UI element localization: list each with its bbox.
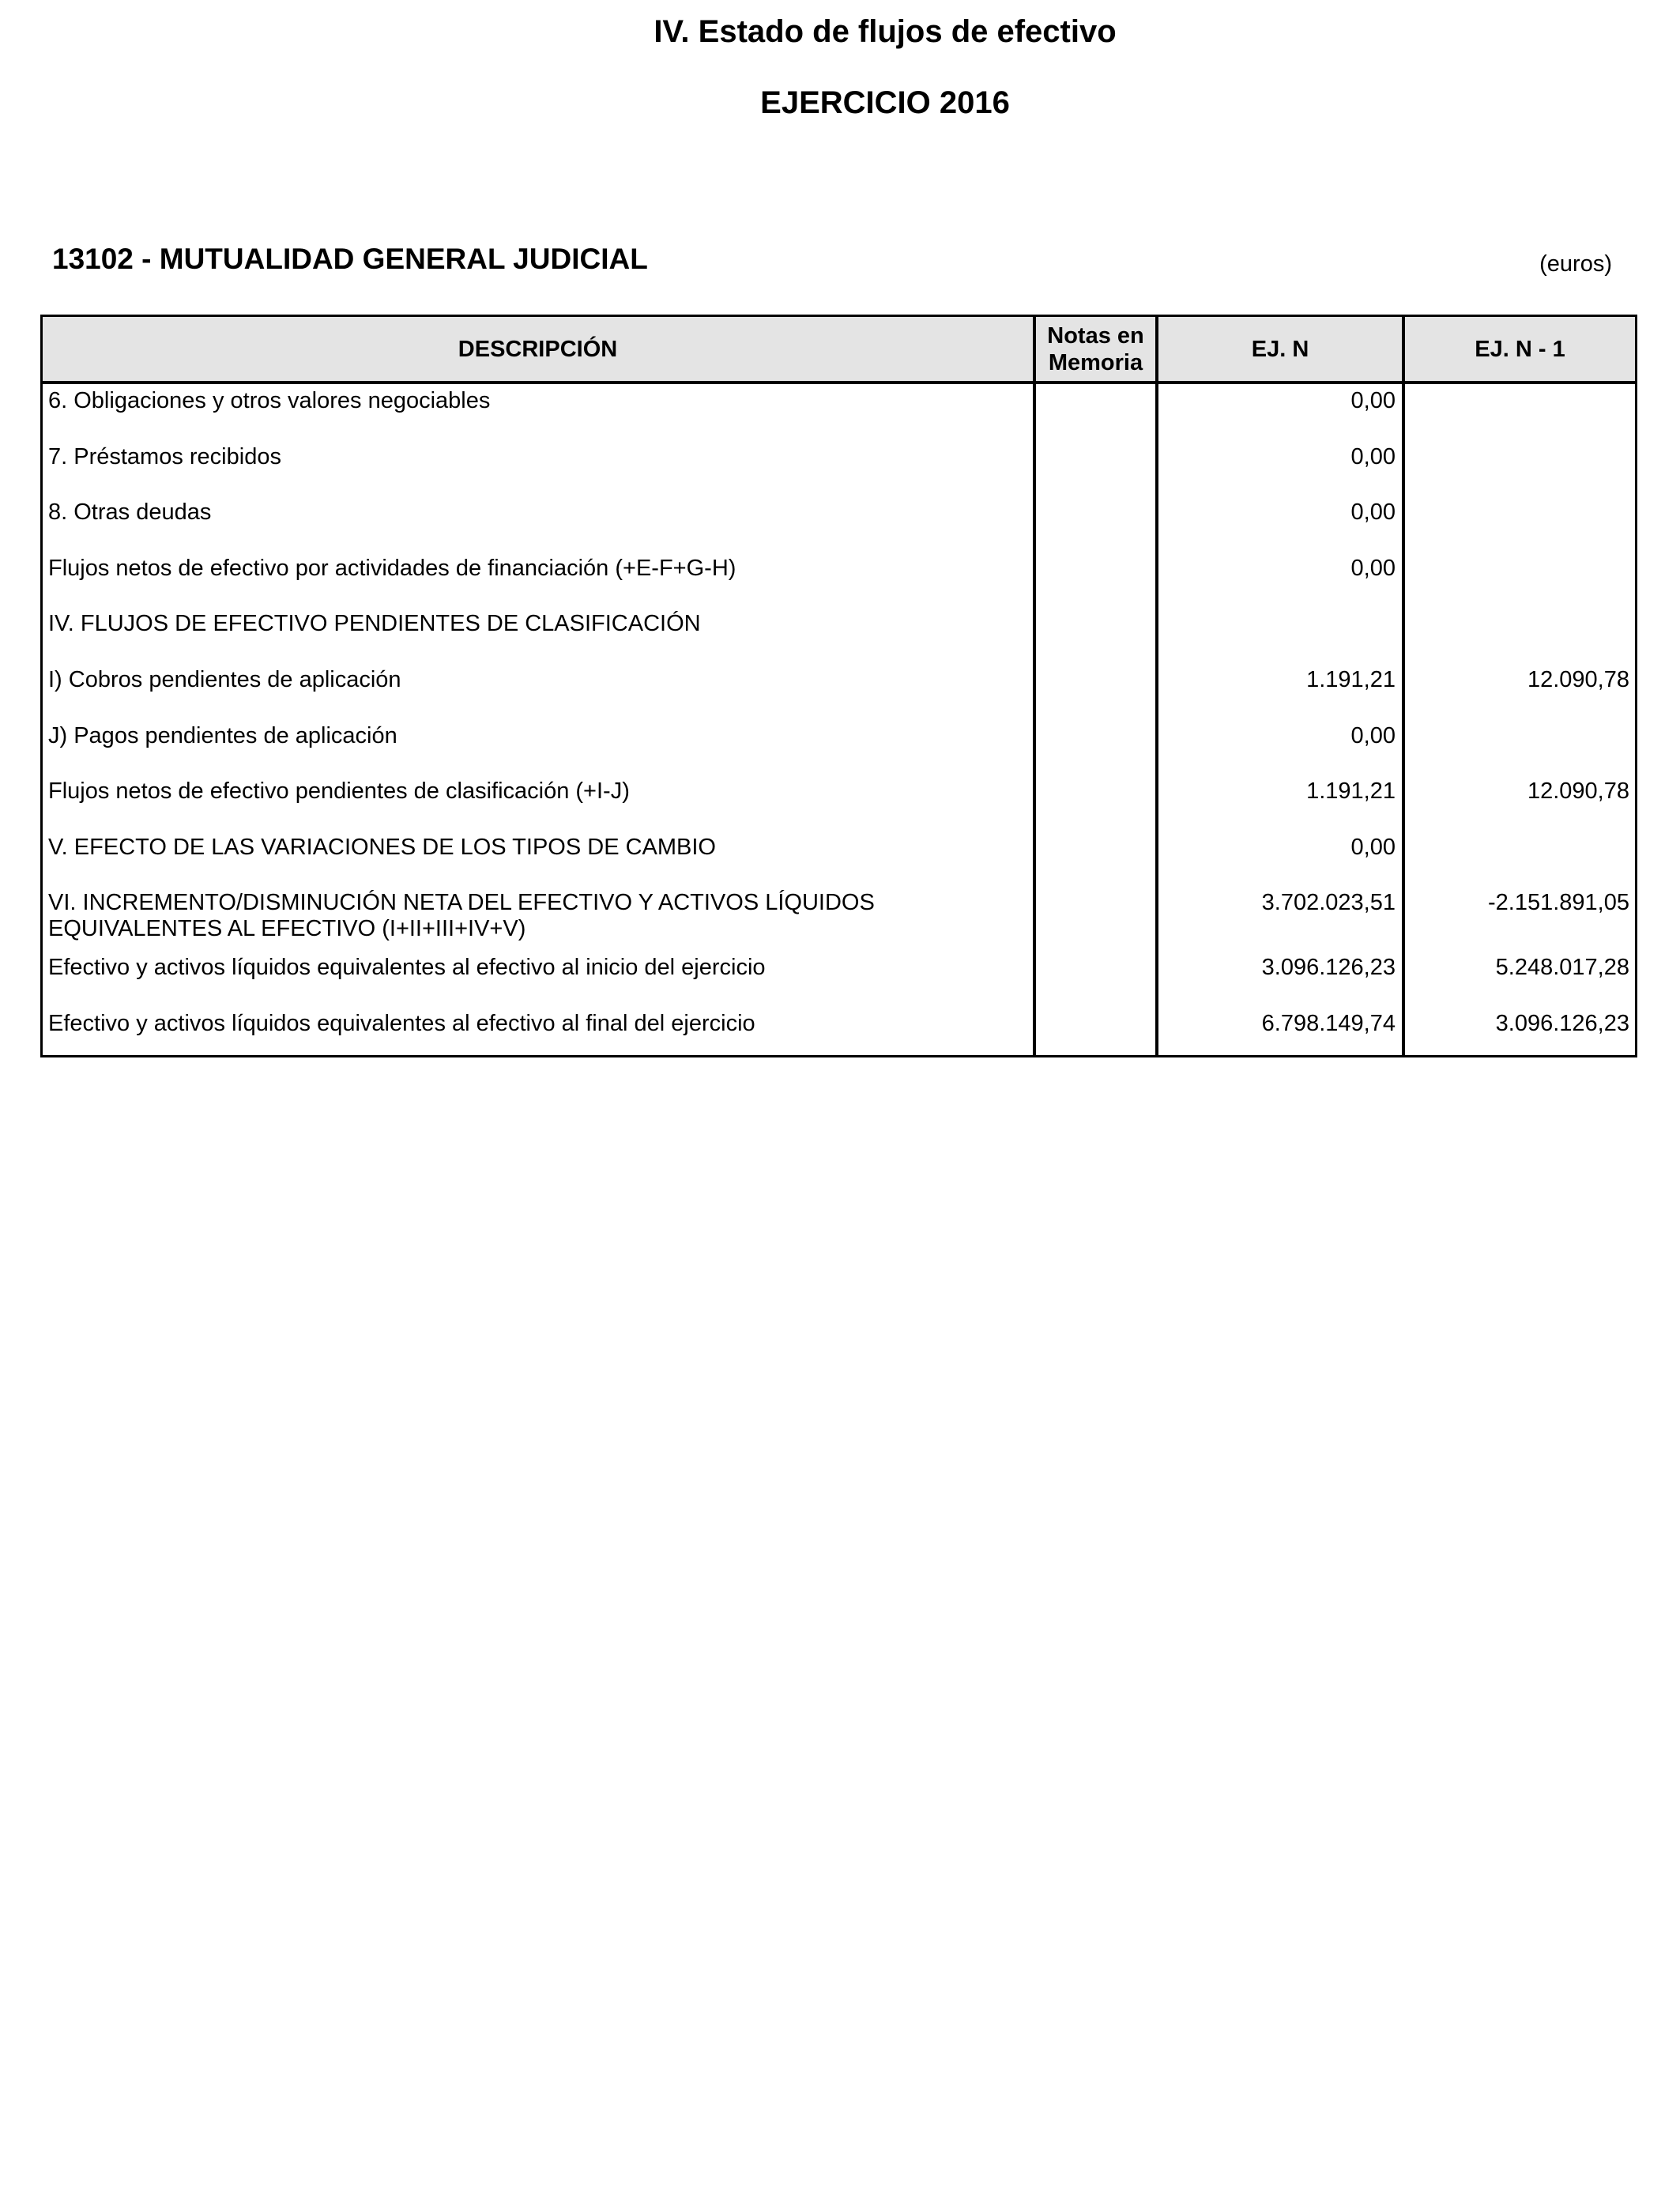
page-title: IV. Estado de flujos de efectivo xyxy=(654,14,1117,49)
table-body xyxy=(43,384,1635,1063)
cash-flow-table xyxy=(40,315,1637,1057)
fiscal-year: EJERCICIO 2016 xyxy=(760,85,1010,120)
row-description xyxy=(48,890,1020,942)
column-header-year-n1: EJ. N - 1 xyxy=(1475,336,1565,362)
row-value-n: 3.702.023,51 xyxy=(1261,890,1396,916)
row-value-n: 1.191,21 xyxy=(1306,778,1396,805)
row-value-n: 0,00 xyxy=(1350,443,1396,469)
row-value-n: 6.798.149,74 xyxy=(1261,1010,1396,1036)
row-value-n: 3.096.126,23 xyxy=(1261,955,1396,981)
row-description: Efectivo y activos líquidos equivalentes al efectivo al final del ejercicio xyxy=(48,1010,755,1036)
row-value-n: 1.191,21 xyxy=(1306,666,1396,692)
entity-name: 13102 - MUTUALIDAD GENERAL JUDICIAL xyxy=(52,243,648,275)
table-row xyxy=(43,440,1635,496)
currency-units: (euros) xyxy=(1539,251,1612,277)
row-description: 8. Otras deudas xyxy=(48,499,212,526)
table-row xyxy=(43,886,1635,951)
row-description: V. EFECTO DE LAS VARIACIONES DE LOS TIPOS DE CAMBIO xyxy=(48,834,716,860)
column-header-notes-line2: Memoria xyxy=(1048,349,1143,375)
row-description: Flujos netos de efectivo por actividades de financiación (+E-F+G-H) xyxy=(48,555,736,581)
table-row xyxy=(43,1007,1635,1063)
row-description-line1: VI. INCREMENTO/DISMINUCIÓN NETA DEL EFECTIVO Y ACTIVOS LÍQUIDOS xyxy=(48,890,875,916)
column-header-notes xyxy=(1036,317,1155,381)
row-value-n1: 12.090,78 xyxy=(1527,778,1629,805)
column-header-notes-line1: Notas en xyxy=(1047,322,1144,349)
row-value-n: 0,00 xyxy=(1350,834,1396,860)
row-description: J) Pagos pendientes de aplicación xyxy=(48,722,397,748)
row-description: I) Cobros pendientes de aplicación xyxy=(48,666,401,692)
table-row xyxy=(43,831,1635,887)
row-value-n1: 12.090,78 xyxy=(1527,666,1629,692)
table-row xyxy=(43,719,1635,775)
table-row xyxy=(43,552,1635,608)
table-row xyxy=(43,663,1635,719)
table-row xyxy=(43,775,1635,831)
column-header-year-n: EJ. N xyxy=(1251,336,1309,362)
row-value-n: 0,00 xyxy=(1350,555,1396,581)
row-description: 6. Obligaciones y otros valores negociables xyxy=(48,388,491,413)
row-description: Efectivo y activos líquidos equivalentes al efectivo al inicio del ejercicio xyxy=(48,955,766,981)
row-value-n1: 5.248.017,28 xyxy=(1495,955,1629,981)
row-description: IV. FLUJOS DE EFECTIVO PENDIENTES DE CLASIFICACIÓN xyxy=(48,611,701,637)
row-value-n: 0,00 xyxy=(1350,499,1396,526)
row-description-line2: EQUIVALENTES AL EFECTIVO (I+II+III+IV+V) xyxy=(48,916,526,942)
row-value-n: 0,00 xyxy=(1350,388,1396,413)
row-value-n: 0,00 xyxy=(1350,722,1396,748)
table-header xyxy=(43,317,1635,384)
table-row xyxy=(43,384,1635,440)
row-value-n1: 3.096.126,23 xyxy=(1495,1010,1629,1036)
column-header-description: DESCRIPCIÓN xyxy=(458,336,618,362)
table-row xyxy=(43,496,1635,552)
row-value-n1: -2.151.891,05 xyxy=(1488,890,1629,916)
row-description: Flujos netos de efectivo pendientes de clasificación (+I-J) xyxy=(48,778,630,805)
table-row xyxy=(43,607,1635,663)
table-row xyxy=(43,951,1635,1007)
row-description: 7. Préstamos recibidos xyxy=(48,443,281,469)
